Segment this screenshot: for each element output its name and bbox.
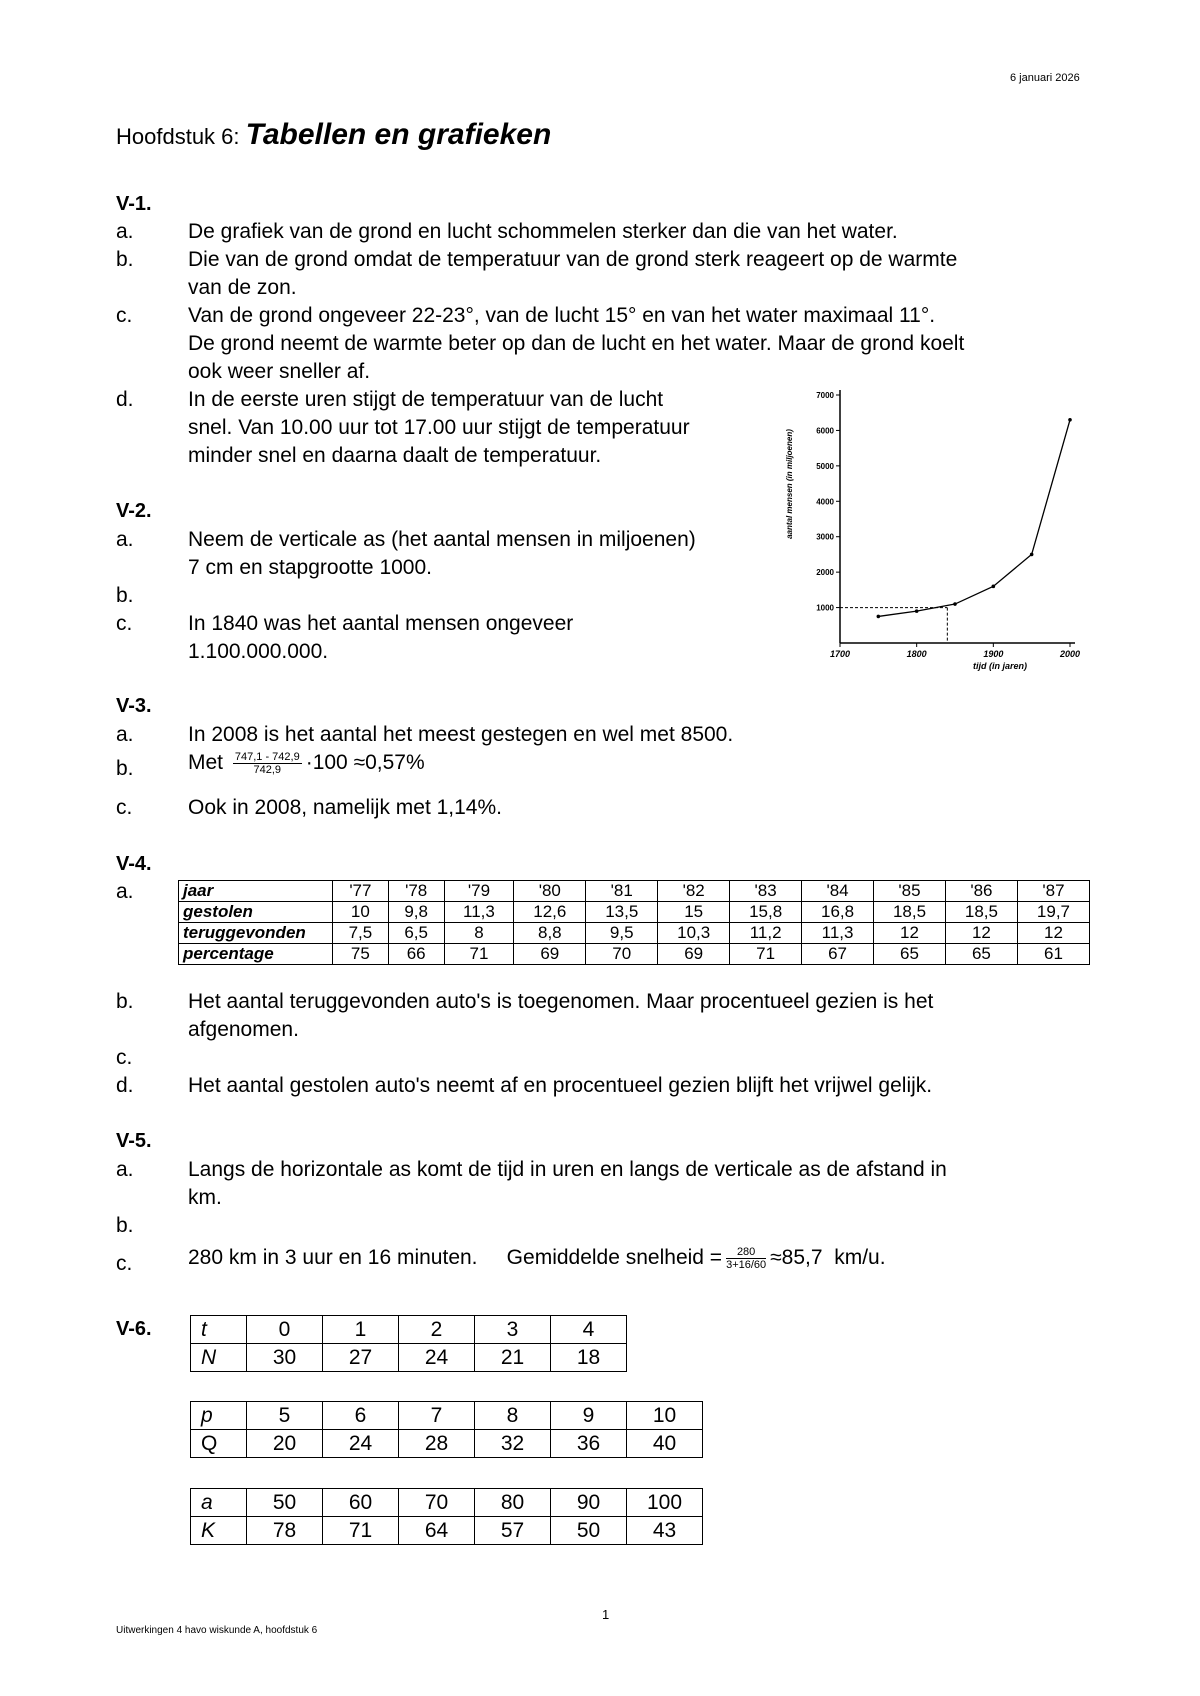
x-tick-label: 1800	[906, 649, 927, 659]
table-row: p 5 6 7 8 9 10	[191, 1402, 703, 1430]
y-tick-label: 4000	[816, 497, 834, 507]
table-row: a 50 60 70 80 90 100	[191, 1489, 703, 1517]
table-row: percentage 75 66 71 69 70 69 71 67 65 65 61	[179, 944, 1090, 965]
data-point	[915, 609, 919, 613]
x-tick-label: 1700	[829, 649, 851, 659]
y-tick-label: 2000	[816, 568, 834, 578]
data-point	[992, 585, 996, 589]
table-p-q	[190, 1401, 703, 1458]
section-heading-v2: V-2.	[116, 500, 152, 522]
page-number: 1	[602, 1607, 610, 1622]
y-axis-label: aantal mensen (in miljoenen)	[785, 429, 794, 539]
section-heading-v4: V-4.	[116, 853, 152, 875]
series-line	[878, 420, 1070, 617]
table-row: K 78 71 64 57 50 43	[191, 1517, 703, 1545]
fraction: $\frac{747,1 - 742,9}{742,9}$	[234, 750, 300, 776]
x-axis-label: tijd (in jaren)	[973, 661, 1027, 671]
fraction: $\frac{280}{3+16/60}$	[726, 1245, 767, 1271]
data-point	[877, 615, 881, 619]
y-tick-label: 5000	[816, 461, 834, 471]
table-row: teruggevonden 7,5 6,5 8 8,8 9,5 10,3 11,2 11,3 12 12 12	[179, 923, 1090, 944]
table-row: gestolen 10 9,8 11,3 12,6 13,5 15 15,8 16,8 18,5 18,5 19,7	[179, 902, 1090, 923]
x-tick-label: 1900	[983, 649, 1004, 659]
y-tick-label: 7000	[816, 391, 834, 400]
table-row: Q 20 24 28 32 36 40	[191, 1430, 703, 1458]
page-footer: Uitwerkingen 4 havo wiskunde A, hoofdstuk 6	[116, 1625, 318, 1636]
x-tick-label: 2000	[1059, 649, 1081, 659]
table-row: t 0 1 2 3 4	[191, 1316, 627, 1344]
table-row: N 30 27 24 21 18	[191, 1344, 627, 1372]
y-tick-label: 1000	[816, 603, 834, 613]
data-point	[1068, 418, 1072, 422]
y-tick-label: 3000	[816, 532, 834, 542]
y-tick-label: 6000	[816, 426, 834, 436]
section-heading-v1: V-1.	[116, 193, 152, 215]
section-heading-v6: V-6.	[116, 1318, 152, 1340]
table-t-n	[190, 1315, 627, 1372]
section-heading-v5: V-5.	[116, 1130, 152, 1152]
table-row: jaar '77 '78 '79 '80 '81 '82 '83 '84 '85 '86 '87	[179, 881, 1090, 902]
document-date: 6 januari 2026	[1010, 72, 1080, 84]
table-a-k	[190, 1488, 703, 1545]
population-chart	[780, 385, 1090, 675]
section-heading-v3: V-3.	[116, 695, 152, 717]
car-theft-table	[178, 880, 1090, 965]
data-point	[1030, 553, 1034, 557]
data-point	[953, 602, 957, 606]
page-title: Hoofdstuk 6: Tabellen en grafieken	[116, 118, 552, 151]
